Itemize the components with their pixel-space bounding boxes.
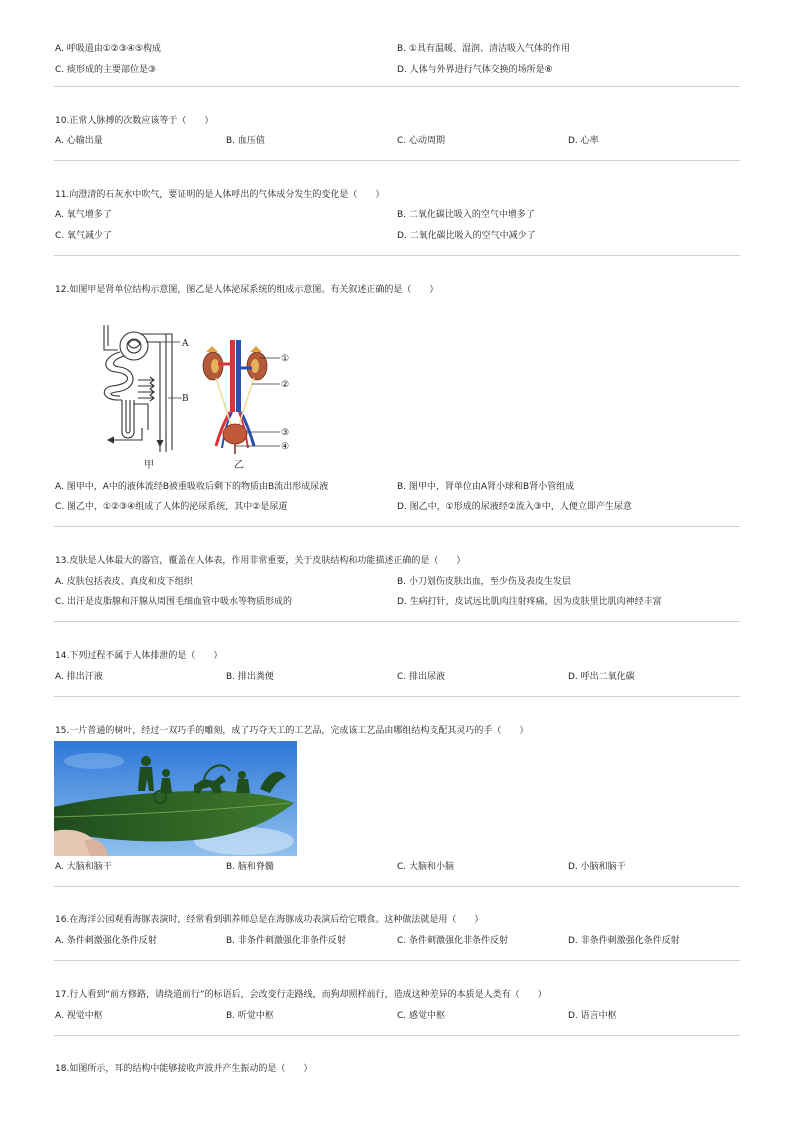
q9-option-d[interactable]: D. 人体与外界进行气体交换的场所是⑥ <box>397 65 553 75</box>
q10-option-c[interactable]: C. 心动周期 <box>397 136 446 146</box>
label-b: B <box>182 394 189 404</box>
marker-4: ④ <box>281 442 290 452</box>
q12-option-c[interactable]: C. 图乙中，①②③④组成了人体的泌尿系统，其中②是尿道 <box>55 502 288 512</box>
divider <box>54 160 740 161</box>
q11-option-c[interactable]: C. 氧气减少了 <box>55 231 113 241</box>
marker-1: ① <box>281 354 290 364</box>
q15-option-d[interactable]: D. 小脑和脑干 <box>568 862 626 872</box>
q13-option-d[interactable]: D. 生病打针，皮试远比肌肉注射疼痛，因为皮肤里比肌肉神经丰富 <box>397 597 662 607</box>
q17-option-a[interactable]: A. 视觉中枢 <box>55 1011 103 1021</box>
divider <box>54 255 740 256</box>
vena-cava <box>236 340 241 412</box>
q15-stem: 15.一片普通的树叶，经过一双巧手的雕刻，成了巧夺天工的工艺品，完成该工艺品由哪组结构支配其灵巧的手（ ） <box>55 726 529 736</box>
divider <box>54 960 740 961</box>
q15-option-c[interactable]: C. 大脑和小脑 <box>397 862 455 872</box>
q9-option-a[interactable]: A. 呼吸道由①②③④⑤构成 <box>55 44 162 54</box>
loop-of-henle <box>122 400 134 438</box>
marker-3: ③ <box>281 428 290 438</box>
q18-stem: 18.如图所示，耳的结构中能够接收声波并产生振动的是（ ） <box>55 1064 313 1074</box>
q11-option-a[interactable]: A. 氧气增多了 <box>55 210 112 220</box>
q14-option-b[interactable]: B. 排出粪便 <box>226 672 274 682</box>
q13-option-b[interactable]: B. 小刀划伤皮肤出血，至少伤及表皮生发层 <box>397 577 571 587</box>
q10-option-d[interactable]: D. 心率 <box>568 136 599 146</box>
q14-option-a[interactable]: A. 排出汗液 <box>55 672 103 682</box>
q17-option-b[interactable]: B. 听觉中枢 <box>226 1011 274 1021</box>
divider <box>54 1035 740 1036</box>
divider <box>54 886 740 887</box>
divider <box>54 86 740 87</box>
q15-option-a[interactable]: A. 大脑和脑干 <box>55 862 112 872</box>
bladder <box>223 424 247 444</box>
divider <box>54 526 740 527</box>
q10-option-a[interactable]: A. 心输出量 <box>55 136 103 146</box>
marker-2: ② <box>281 380 290 390</box>
q9-option-c[interactable]: C. 痰形成的主要部位是③ <box>55 65 157 75</box>
q12-option-b[interactable]: B. 图甲中，肾单位由A肾小球和B肾小管组成 <box>397 482 575 492</box>
q12-stem: 12.如图甲是肾单位结构示意图，图乙是人体泌尿系统的组成示意图。有关叙述正确的是（ ） <box>55 285 439 295</box>
nephron-tube <box>104 325 118 350</box>
figure-yi-label: 乙 <box>234 460 244 471</box>
collecting-duct <box>148 342 160 452</box>
q10-option-b[interactable]: B. 血压值 <box>226 136 265 146</box>
label-a: A <box>182 339 189 349</box>
q11-stem: 11.向澄清的石灰水中吹气，要证明的是人体呼出的气体成分发生的变化是（ ） <box>55 190 385 200</box>
q11-option-b[interactable]: B. 二氧化碳比吸入的空气中增多了 <box>397 210 535 220</box>
q9-option-b[interactable]: B. ①具有温暖、湿润、清洁吸入气体的作用 <box>397 44 570 54</box>
q14-stem: 14.下列过程不属于人体排泄的是（ ） <box>55 651 223 661</box>
figure-jia-label: 甲 <box>144 460 154 471</box>
q12-option-a[interactable]: A. 图甲中，A中的液体流经B被重吸收后剩下的物质由B流出形成尿液 <box>55 482 329 492</box>
q15-option-b[interactable]: B. 脑和脊髓 <box>226 862 274 872</box>
q10-stem: 10.正常人脉搏的次数应该等于（ ） <box>55 116 214 126</box>
q13-option-c[interactable]: C. 出汗是皮脂腺和汗腺从周围毛细血管中吸水等物质形成的 <box>55 597 293 607</box>
q16-option-b[interactable]: B. 非条件刺激强化非条件反射 <box>226 936 346 946</box>
urinary-system-diagram <box>196 336 300 474</box>
aorta <box>230 340 235 412</box>
q17-stem: 17.行人看到“前方修路，请绕道前行”的标语后，会改变行走路线，而狗却照样前行，造成这种差异的本质是人类有（ ） <box>55 990 547 1000</box>
q16-option-c[interactable]: C. 条件刺激强化非条件反射 <box>397 936 509 946</box>
q12-option-d[interactable]: D. 图乙中，①形成的尿液经②流入③中，人便立即产生尿意 <box>397 502 632 512</box>
nephron-diagram <box>98 320 194 472</box>
q11-option-d[interactable]: D. 二氧化碳比吸入的空气中减少了 <box>397 231 536 241</box>
bowman-capsule <box>120 332 148 360</box>
divider <box>54 696 740 697</box>
q14-option-c[interactable]: C. 排出尿液 <box>397 672 446 682</box>
q13-option-a[interactable]: A. 皮肤包括表皮、真皮和皮下组织 <box>55 577 193 587</box>
q14-option-d[interactable]: D. 呼出二氧化碳 <box>568 672 635 682</box>
q17-option-c[interactable]: C. 感觉中枢 <box>397 1011 446 1021</box>
nephron-tube <box>104 352 127 400</box>
leaf-carving-photo <box>54 741 297 856</box>
q16-option-d[interactable]: D. 非条件刺激强化条件反射 <box>568 936 680 946</box>
q17-option-d[interactable]: D. 语言中枢 <box>568 1011 617 1021</box>
q16-stem: 16.在海洋公园观看海豚表演时，经常看到驯养师总是在海豚成功表演后给它喂食。这种做法就是用（ ） <box>55 915 484 925</box>
q13-stem: 13.皮肤是人体最大的器官，覆盖在人体表，作用非常重要，关于皮肤结构和功能描述正确的是（ ） <box>55 556 466 566</box>
divider <box>54 621 740 622</box>
q16-option-a[interactable]: A. 条件刺激强化条件反射 <box>55 936 157 946</box>
